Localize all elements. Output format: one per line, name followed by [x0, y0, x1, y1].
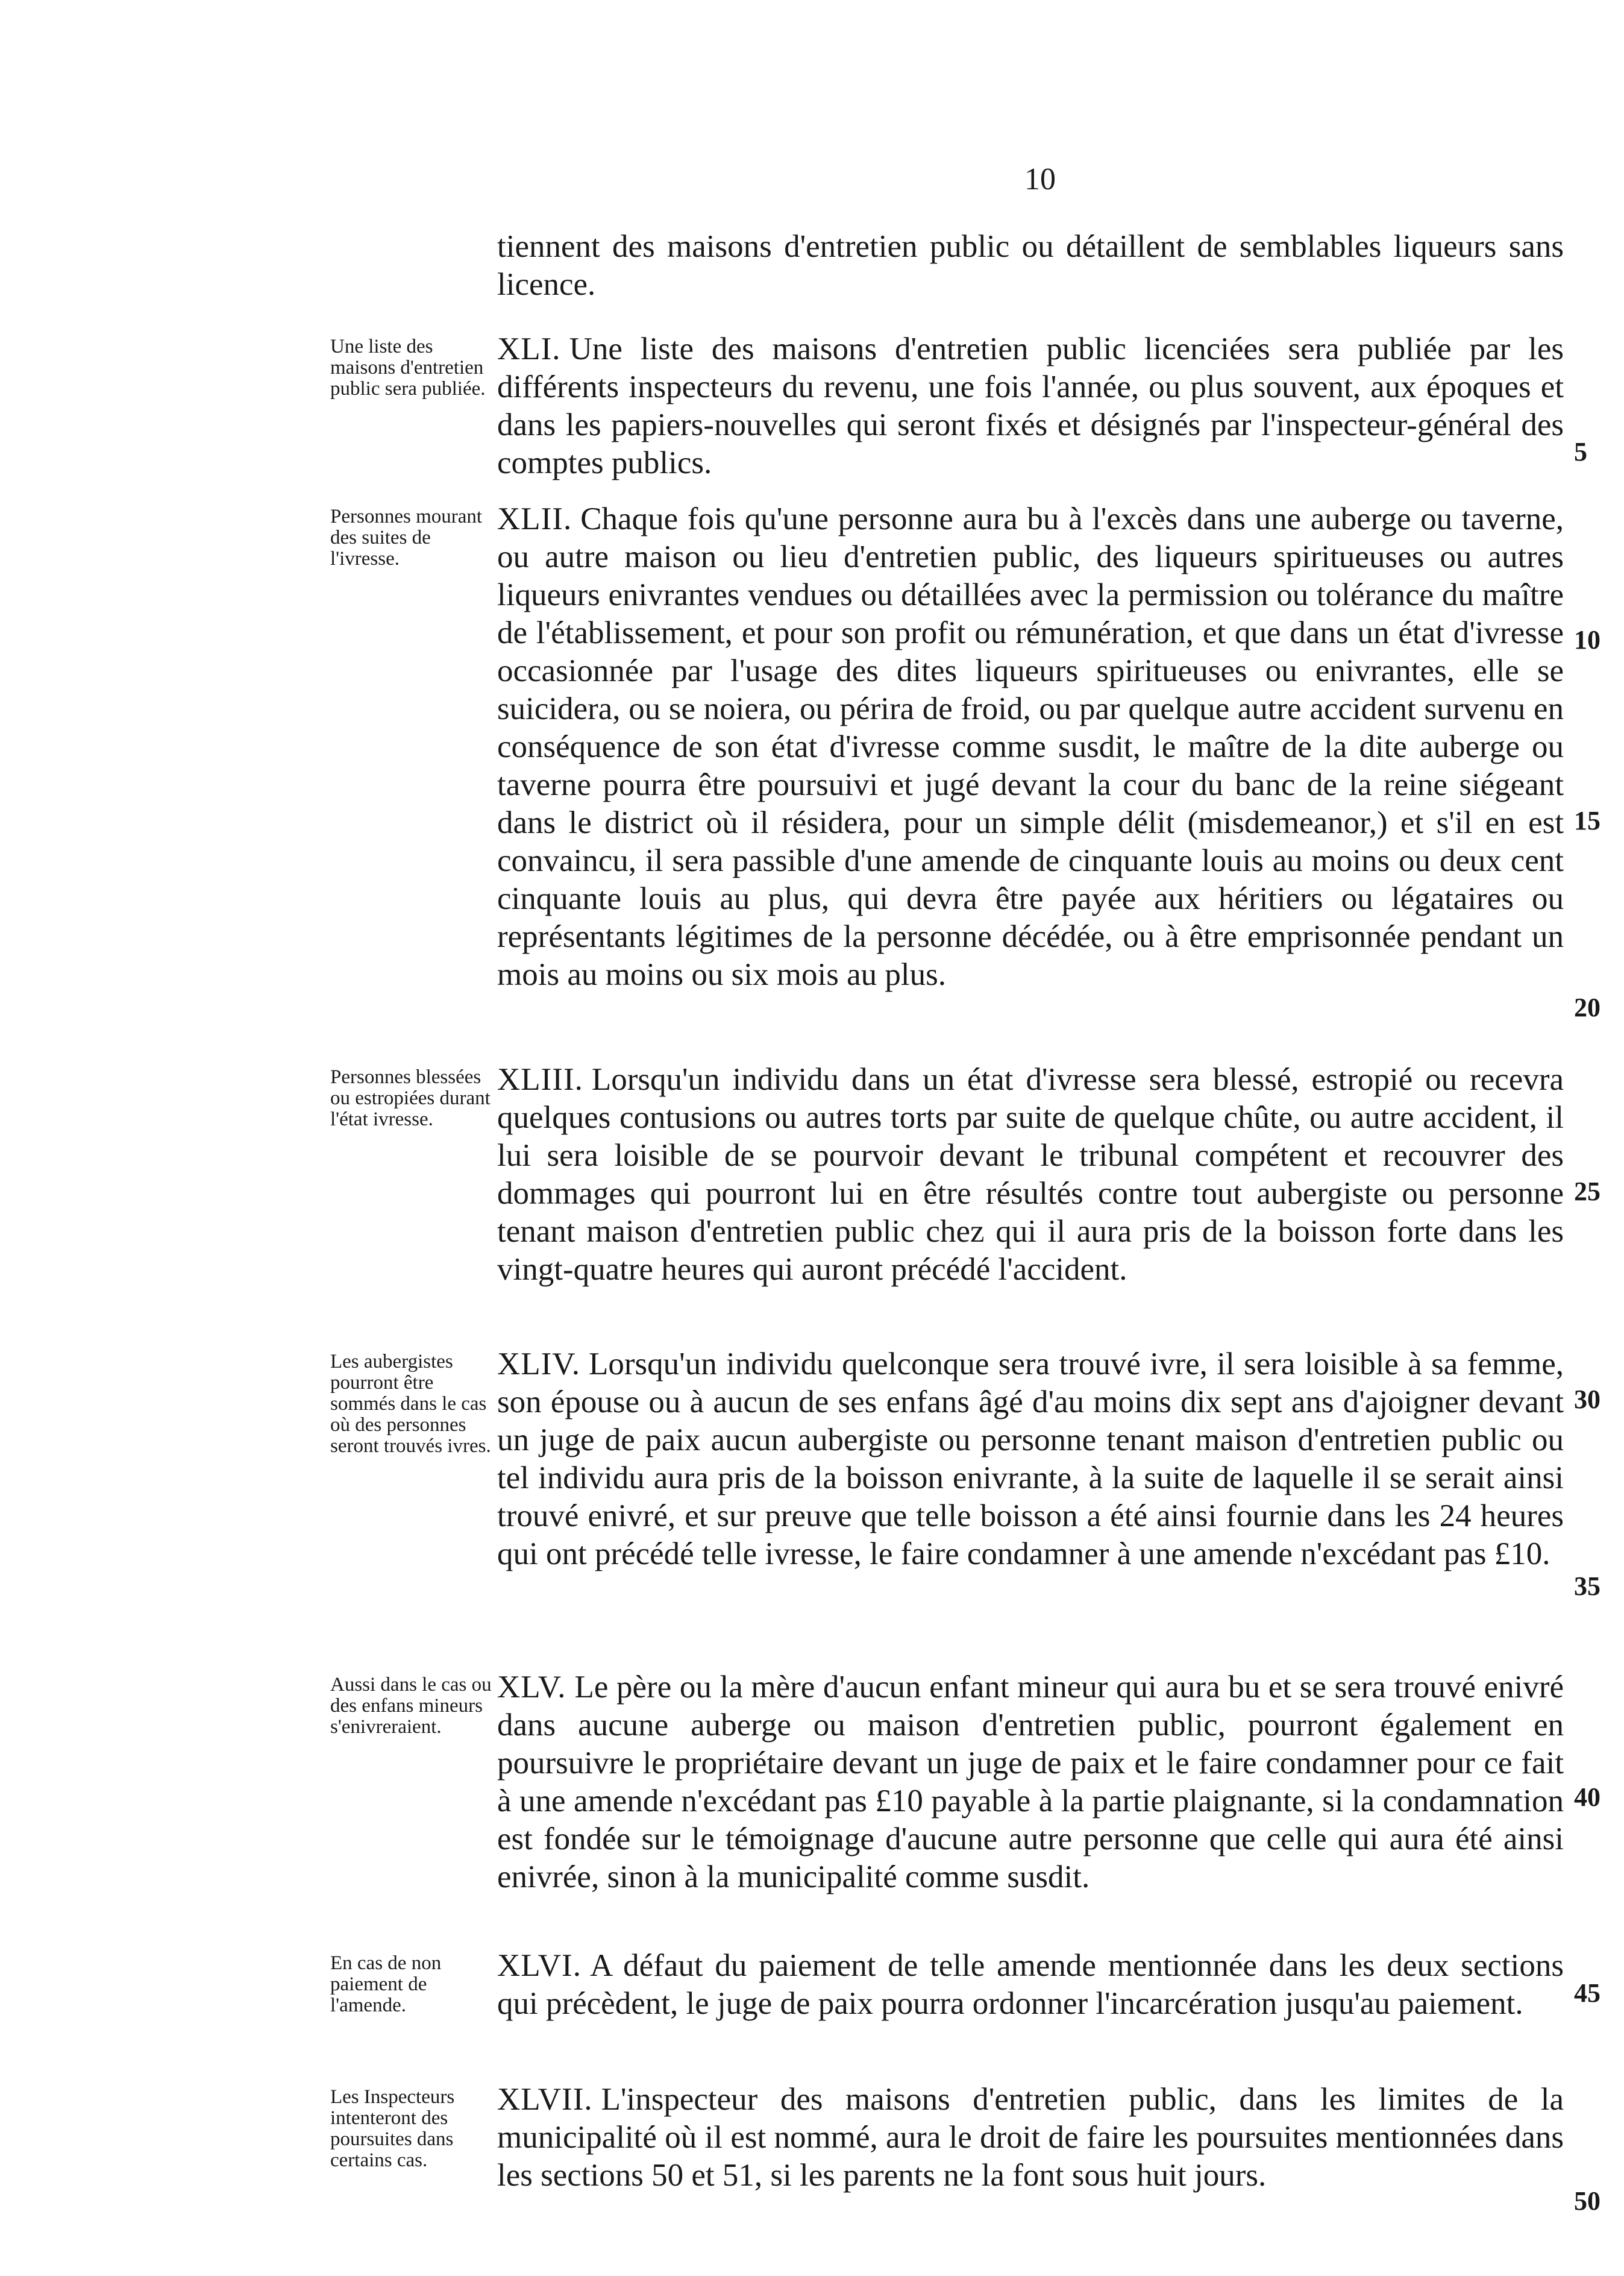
margin-note: Les Inspecteurs intenteront des poursuites dans certains cas.: [330, 2086, 455, 2171]
section-number: XLIV.: [497, 1347, 580, 1382]
line-number: 35: [1574, 1571, 1600, 1601]
section-text: Le père ou la mère d'aucun enfant mineur qui aura bu et se sera trouvé enivré dans aucune auberge ou maison d'entretien public, pourront également en poursuivre le propriétaire devant un juge de paix et le faire condamner pour ce fait à une amende n'excédant pas £10 payable à la partie plaignante, si la condamnation est fondée sur le témoignage d'aucune autre personne que celle qui aura été ainsi enivrée, sinon à la municipalité comme susdit.: [497, 1670, 1564, 1894]
margin-note: Une liste des maisons d'entretien public sera publiée.: [330, 336, 486, 400]
section-body: [497, 1345, 1564, 1573]
intro-paragraph: tiennent des maisons d'entretien public ou détaillent de semblables liqueurs sans licence.: [497, 229, 1564, 302]
line-number: 45: [1574, 1978, 1600, 2008]
section-body: [497, 1947, 1564, 2023]
section-number: XLI.: [497, 332, 561, 366]
line-number: 10: [1574, 625, 1600, 655]
section-body: [497, 500, 1564, 994]
section-body: [497, 330, 1564, 482]
line-number: 50: [1574, 2186, 1600, 2216]
section-body: [497, 1061, 1564, 1289]
section-number: XLVI.: [497, 1948, 582, 1983]
section-number: XLV.: [497, 1670, 566, 1705]
section-body: [497, 2081, 1564, 2195]
section-text: Lorsqu'un individu dans un état d'ivresse sera blessé, estropié ou recevra quelques contusions ou autres torts par suite de quelque chûte, ou autre accident, il lui sera loisible de se pourvoir devant le tribunal compétent et recouvrer des dommages qui pourront lui en être résultés contre tout aubergiste ou personne tenant maison d'entretien public chez qui il aura pris de la boisson forte dans les vingt-quatre heures qui auront précédé l'accident.: [497, 1062, 1564, 1287]
section-text: Chaque fois qu'une personne aura bu à l'excès dans une auberge ou taverne, ou autre maison ou lieu d'entretien public, des liqueurs spiritueuses ou autres liqueurs enivrantes vendues ou détaillées avec la permission ou tolérance du maître de l'établissement, et pour son profit ou rémunération, et que dans un état d'ivresse occasionnée par l'usage des dites liqueurs spiritueuses ou enivrantes, elle se suicidera, ou se noiera, ou périra de froid, ou par quelque autre accident survenu en conséquence de son état d'ivresse comme susdit, le maître de la dite auberge ou taverne pourra être poursuivi et jugé devant la cour du banc de la reine siégeant dans le district où il résidera, pour un simple délit (misdemeanor,) et s'il en est convaincu, il sera passible d'une amende de cinquante louis au moins ou deux cent cinquante louis au plus, qui devra être payée aux héritiers ou légataires ou représentants légitimes de la personne décédée, ou à être emprisonnée pendant un mois au moins ou six mois au plus.: [497, 501, 1564, 992]
margin-note: Personnes blessées ou estropiées durant l'état ivresse.: [330, 1066, 491, 1130]
section-text: L'inspecteur des maisons d'entretien public, dans les limites de la municipalité où il est nommé, aura le droit de faire les poursuites mentionnées dans les sections 50 et 51, si les parents ne la font sous huit jours.: [497, 2082, 1564, 2193]
margin-note: Aussi dans le cas ou des enfans mineurs s'enivreraient.: [330, 1674, 492, 1738]
section-text: Une liste des maisons d'entretien public licenciées sera publiée par les différents inspecteurs du revenu, une fois l'année, ou plus souvent, aux époques et dans les papiers-nouvelles qui seront fixés et désignés par l'inspecteur-général des comptes publics.: [497, 332, 1564, 480]
line-number: 25: [1574, 1177, 1600, 1206]
section-number: XLVII.: [497, 2082, 593, 2117]
line-number: 15: [1574, 806, 1600, 835]
margin-note: Les aubergistes pourront être sommés dans le cas où des personnes seront trouvés ivres.: [330, 1351, 491, 1457]
section-number: XLII.: [497, 501, 572, 536]
section-text: A défaut du paiement de telle amende mentionnée dans les deux sections qui précèdent, le juge de paix pourra ordonner l'incarcération jusqu'au paiement.: [497, 1948, 1564, 2021]
section-text: Lorsqu'un individu quelconque sera trouvé ivre, il sera loisible à sa femme, son épouse ou à aucun de ses enfans âgé d'au moins dix sept ans d'ajoigner devant un juge de paix aucun aubergiste ou personne tenant maison d'entretien public ou tel individu aura pris de la boisson enivrante, à la suite de laquelle il se serait ainsi trouvé enivré, et sur preuve que telle boisson a été ainsi fournie dans les 24 heures qui ont précédé telle ivresse, le faire condamner à une amende n'excédant pas £10.: [497, 1347, 1564, 1571]
margin-note: En cas de non paiement de l'amende.: [330, 1952, 442, 2016]
line-number: 20: [1574, 993, 1600, 1022]
line-number: 40: [1574, 1782, 1600, 1812]
margin-note: Personnes mourant des suites de l'ivresse.: [330, 506, 483, 570]
section-number: XLIII.: [497, 1062, 583, 1097]
line-number: 5: [1574, 437, 1587, 467]
page-number: 10: [1024, 162, 1056, 196]
section-body: [497, 1668, 1564, 1896]
line-number: 30: [1574, 1385, 1600, 1414]
